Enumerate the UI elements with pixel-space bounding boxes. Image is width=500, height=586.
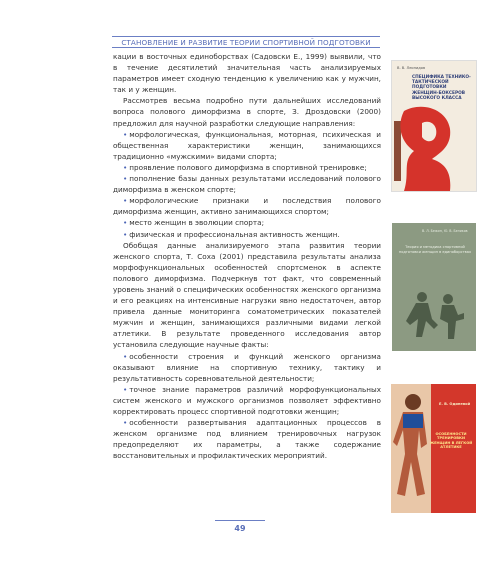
bullet-icon: • xyxy=(123,229,128,239)
book-cover-3 xyxy=(391,384,476,513)
bullet-icon: • xyxy=(123,162,128,172)
book-author: Е. В. Одиневой xyxy=(439,402,471,406)
book-cover-1 xyxy=(392,61,476,191)
bullet-item: • место женщин в эволюции спорта; xyxy=(123,218,265,228)
bullet-item: • особенности строения и функций женского организма оказывают влияние на спортивную технику, тактику и результативность соревновательной деятельности; xyxy=(113,351,381,383)
book-title: ОСОБЕННОСТИ ТРЕНИРОВКИ ЖЕНЩИН В ЛЕГКОЙ АТЛЕТИКЕ xyxy=(429,432,473,450)
book-cover-2 xyxy=(392,223,476,351)
bullet-item: • морфологическая, функциональная, моторная, психическая и общественная характеристики женщин, занимающихся традиционно «мужскими» видами спорта; xyxy=(113,129,381,161)
paragraph: Рассмотрев весьма подробно пути дальнейших исследований вопроса полового диморфизма в спорте, З. Дроздовски (2000) предложил для научной разработки следующие направления: xyxy=(113,96,381,128)
paragraph: кации в восточных единоборствах (Садовски Е., 1999) выявили, что в течение десятилетий значительная часть анализируемых параметров имеет сходную тенденцию к увеличению как у мужчин, так и у женщин. xyxy=(113,52,381,95)
header-rule xyxy=(112,47,380,48)
bullet-item: • точное знание параметров различий морфофункциональных систем женского и мужского организмов позволяет эффективно корректировать процесс спортивной подготовки женщин; xyxy=(113,384,381,416)
fighters-silhouette-icon xyxy=(392,285,476,349)
body-text xyxy=(113,51,381,461)
header-rule xyxy=(112,36,380,37)
bullet-item: • физическая и профессиональная активность женщин. xyxy=(123,229,340,239)
bullet-icon: • xyxy=(123,129,128,139)
bullet-item: • особенности развертывания адаптационных процессов в женском организме под влиянием тренировочных нагрузок предопределяют их параметры, а также содержание восстановительных и профилактических мероприятий. xyxy=(113,418,381,461)
footer-rule xyxy=(215,520,265,521)
bullet-item: • проявление полового диморфизма в спортивной тренировке; xyxy=(123,162,367,172)
boxer-silhouette-icon xyxy=(392,101,476,191)
bullet-item: • пополнение базы данных результатами исследований полового диморфизма в женском спорте; xyxy=(113,174,381,195)
paragraph: Обобщая данные анализируемого этапа развития теории женского спорта, Т. Соха (2001) представила результаты анализа морфофункциональных особенностей спортсменок в аспекте полового диморфизма. Подчеркнув тот факт, что современный уровень знаний о специфических особенностях женского организма и его реакциях на интенсивные нагрузки явно недостаточен, автор привела данные мониторинга соматометрических показателей мужчин и женщин, занимающихся различными видами легкой атлетики. В результате проведенного исследования автор установила следующие научные факты: xyxy=(113,240,381,350)
bullet-icon: • xyxy=(123,384,128,394)
book-author: В. В. Леонидов xyxy=(397,66,426,70)
book-title: СПЕЦИФИКА ТЕХНИКО-ТАКТИЧЕСКОЙ ПОДГОТОВКИ ЖЕНЩИН-БОКСЕРОВ ВЫСОКОГО КЛАССА xyxy=(412,75,471,101)
page-number: 49 xyxy=(234,524,246,533)
book-author: В. Л. Бежин, Ю. В. Беликов xyxy=(422,229,468,233)
bullet-icon: • xyxy=(123,218,128,228)
running-header: СТАНОВЛЕНИЕ И РАЗВИТИЕ ТЕОРИИ СПОРТИВНОЙ ПОДГОТОВКИ xyxy=(121,38,371,47)
bullet-icon: • xyxy=(123,418,128,428)
bullet-icon: • xyxy=(123,174,128,184)
book-title: Теория и методика спортивной подготовки женщин в единоборствах xyxy=(398,245,472,254)
bullet-item: • морфологические признаки и последствия полового диморфизма женщин, активно занимающихся спортом; xyxy=(113,196,381,217)
bullet-icon: • xyxy=(123,196,128,206)
bullet-icon: • xyxy=(123,351,128,361)
